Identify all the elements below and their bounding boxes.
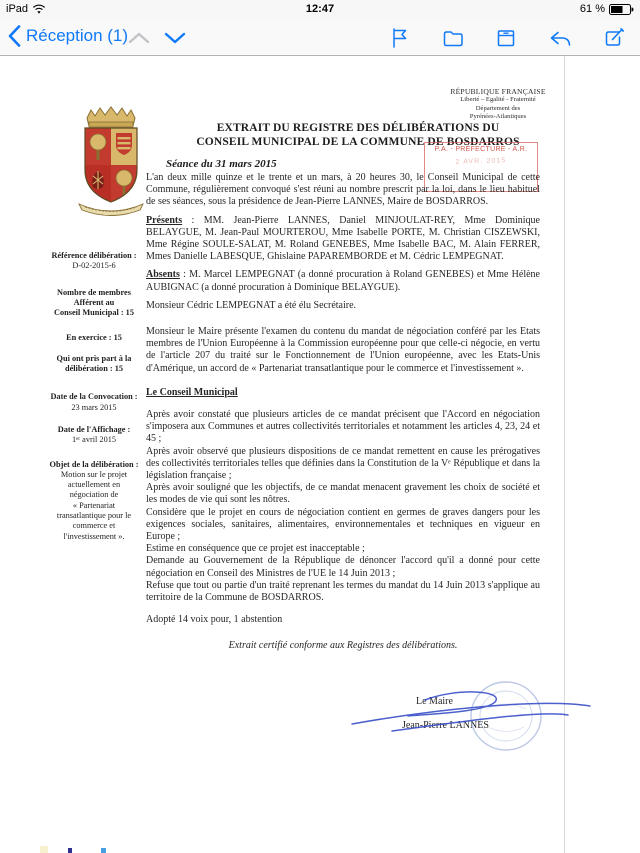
signature-name: Jean-Pierre LANNES	[402, 720, 489, 731]
resolution: Considère que le projet en cours de négociation contient en germes de graves dangers pour les exigences sociales, sanitaires, alimentaires, environnementales et techniques en vigueur en Europe ;	[146, 506, 540, 543]
folder-icon[interactable]	[441, 26, 465, 50]
absents-paragraph	[146, 269, 540, 293]
sidebar-label: Conseil Municipal : 15	[54, 308, 134, 318]
sidebar-value: l'investissement ».	[63, 531, 125, 541]
sidebar-value: transatlantique pour le	[56, 511, 132, 521]
reply-arrow-icon[interactable]	[547, 26, 573, 50]
battery-icon	[609, 4, 634, 15]
sidebar-membres	[36, 288, 152, 319]
sidebar-value: 1ᵉʳ avril 2015	[71, 435, 117, 445]
resolution: Demande au Gouvernement de la République de dénoncer l'accord qu'il a donné pour cette négociation en Conseil des Ministres de l'UE le 14 Juin 2013 ;	[146, 555, 540, 579]
sidebar-label: Qui ont pris part à la	[56, 353, 132, 363]
sidebar-value: actuellement en	[67, 480, 121, 490]
resolution: Après avoir observé que plusieurs dispositions de ce mandat remettent en cause les prérogatives des collectivités territoriales telles que définies dans la Constitution de la Vᵉ République et dans la législation française ;	[146, 445, 540, 482]
absents-text: : M. Marcel LEMPEGNAT (a donné procuration à Roland GENEBES) et Mme Hélène AUBIGNAC (a donné procuration à Dominique BELAYGUE).	[146, 269, 540, 293]
header-line: Département des	[475, 104, 521, 112]
sidebar-label: délibération : 15	[64, 364, 124, 374]
sidebar-label: Date de l'Affichage :	[57, 424, 131, 434]
maire-presente-paragraph: Monsieur le Maire présente l'examen du contenu du mandat de négociation conféré par les Etats membres de l'Union Européenne à la Commission européenne pour que celle-ci négocie, en vertu de l'article 207 du traité sur le Fonctionnement de l'Union européenne, avec les Etats-Unis d'Amérique, un accord de « Partenariat transatlantique pour le commerce et l'investissement ».	[146, 326, 540, 374]
prefecture-stamp-text: P.A. - PRÉFECTURE - A.R.	[434, 146, 528, 153]
mayor-signature-and-stamp	[340, 675, 600, 785]
header-line: Liberté – Egalité - Fraternité	[460, 96, 536, 104]
vote-result: Adopté 14 voix pour, 1 abstention	[146, 614, 283, 626]
resolution: Après avoir constaté que plusieurs articles de ce mandat précisent que l'Accord en négociation s'imposera aux Communes et autres collectivités territoriales et notamment les articles 4, 23, 24 et 45 ;	[146, 409, 540, 445]
chevron-left-icon	[8, 25, 21, 47]
clock: 12:47	[305, 3, 335, 15]
sidebar-value: négociation de	[69, 490, 119, 500]
sidebar-label: Date de la Convocation :	[50, 392, 138, 402]
sidebar-participation	[36, 354, 152, 375]
presents-label: Présents	[146, 214, 183, 226]
sidebar-label: Référence délibération :	[51, 251, 137, 260]
scan-artifact	[101, 848, 106, 853]
signature-role: Le Maire	[416, 696, 453, 707]
opening-paragraph: L'an deux mille quinze et le trente et un mars, à 20 heures 30, le Conseil Municipal de cette Commune, régulièrement convoqué s'est réuni au nombre prescrit par la loi, dans le lieu habituel de ses séances, sous la présidence de Jean-Pierre LANNES, Maire de BOSDARROS.	[146, 172, 540, 208]
prefecture-stamp-date: 2 AVR. 2015	[455, 157, 507, 166]
sidebar-label: Afférent au	[73, 297, 115, 307]
bosdarros-coat-of-arms-icon	[73, 104, 149, 218]
compose-icon[interactable]	[602, 26, 626, 50]
certification-line: Extrait certifié conforme aux Registres des délibérations.	[228, 639, 458, 651]
deliberation-sidebar	[36, 251, 152, 542]
republique-header	[428, 88, 568, 122]
scan-artifact	[68, 848, 72, 853]
title-line-1: EXTRAIT DU REGISTRE DES DÉLIBÉRATIONS DU	[216, 122, 500, 134]
sidebar-affichage	[36, 425, 152, 446]
sidebar-value: 23 mars 2015	[71, 402, 117, 412]
sidebar-label: Nombre de membres	[57, 287, 131, 297]
sidebar-value: Motion sur le projet	[60, 469, 128, 479]
scan-artifact	[40, 846, 48, 853]
chevron-up-icon[interactable]	[128, 32, 150, 44]
conseil-heading: Le Conseil Municipal	[146, 386, 238, 398]
sidebar-convocation	[36, 392, 152, 413]
secretaire-paragraph: Monsieur Cédric LEMPEGNAT a été élu Secrétaire.	[146, 299, 357, 311]
resolution: Refuse que tout ou partie d'un traité reprenant les termes du mandat du 14 Juin 2013 s'applique au territoire de la Commune de BOSDARROS.	[146, 579, 540, 604]
absents-label: Absents	[146, 269, 180, 281]
chevron-down-icon[interactable]	[164, 32, 186, 44]
presents-paragraph	[146, 215, 540, 264]
header-line: Pyrénées-Atlantiques	[469, 113, 527, 121]
back-label: Réception (1)	[26, 26, 129, 45]
header-line: RÉPUBLIQUE FRANÇAISE	[450, 87, 546, 96]
status-bar	[0, 0, 640, 20]
presents-text: : MM. Jean-Pierre LANNES, Daniel MINJOULAT-REY, Mme Dominique BELAYGUE, M. Jean-Paul MOURTEROU, Mme Isabelle PORTE, M. Christian CISZEWSKI, Mme Régine SOULE-SALAT, M. Roland GENEBES, Mme Isabelle BAC, M. Alain FERRER, Mmes Danielle LABESQUE, Ghislaine PAPAREMBORDE et M. Cédric LEMPEGNAT.	[146, 214, 540, 263]
sidebar-value: commerce et	[72, 521, 116, 531]
seance-date: Séance du 31 mars 2015	[166, 158, 277, 170]
title-line-2: CONSEIL MUNICIPAL DE LA COMMUNE DE BOSDARROS	[196, 135, 520, 148]
resolution: Après avoir souligné que les objectifs, de ce mandat menacent gravement les choix de société et les modes de vie qui sont les nôtres.	[146, 482, 540, 506]
sidebar-exercice	[36, 333, 152, 343]
sidebar-label: En exercice : 15	[66, 333, 122, 343]
device-label: iPad	[6, 3, 29, 15]
resolution: Estime en conséquence que ce projet est inacceptable ;	[146, 543, 365, 555]
sidebar-reference	[36, 251, 152, 272]
sidebar-objet	[36, 460, 152, 542]
sidebar-value: « Partenariat	[72, 500, 116, 510]
mail-toolbar	[0, 20, 640, 56]
flag-icon[interactable]	[388, 26, 412, 50]
deliberation-body	[146, 172, 540, 652]
archive-box-icon[interactable]	[494, 26, 518, 50]
battery-percent: 61 %	[579, 3, 605, 15]
sidebar-label: Objet de la délibération :	[49, 459, 139, 469]
sidebar-value: D-02-2015-6	[72, 261, 116, 271]
back-to-inbox-button[interactable]	[8, 25, 128, 47]
